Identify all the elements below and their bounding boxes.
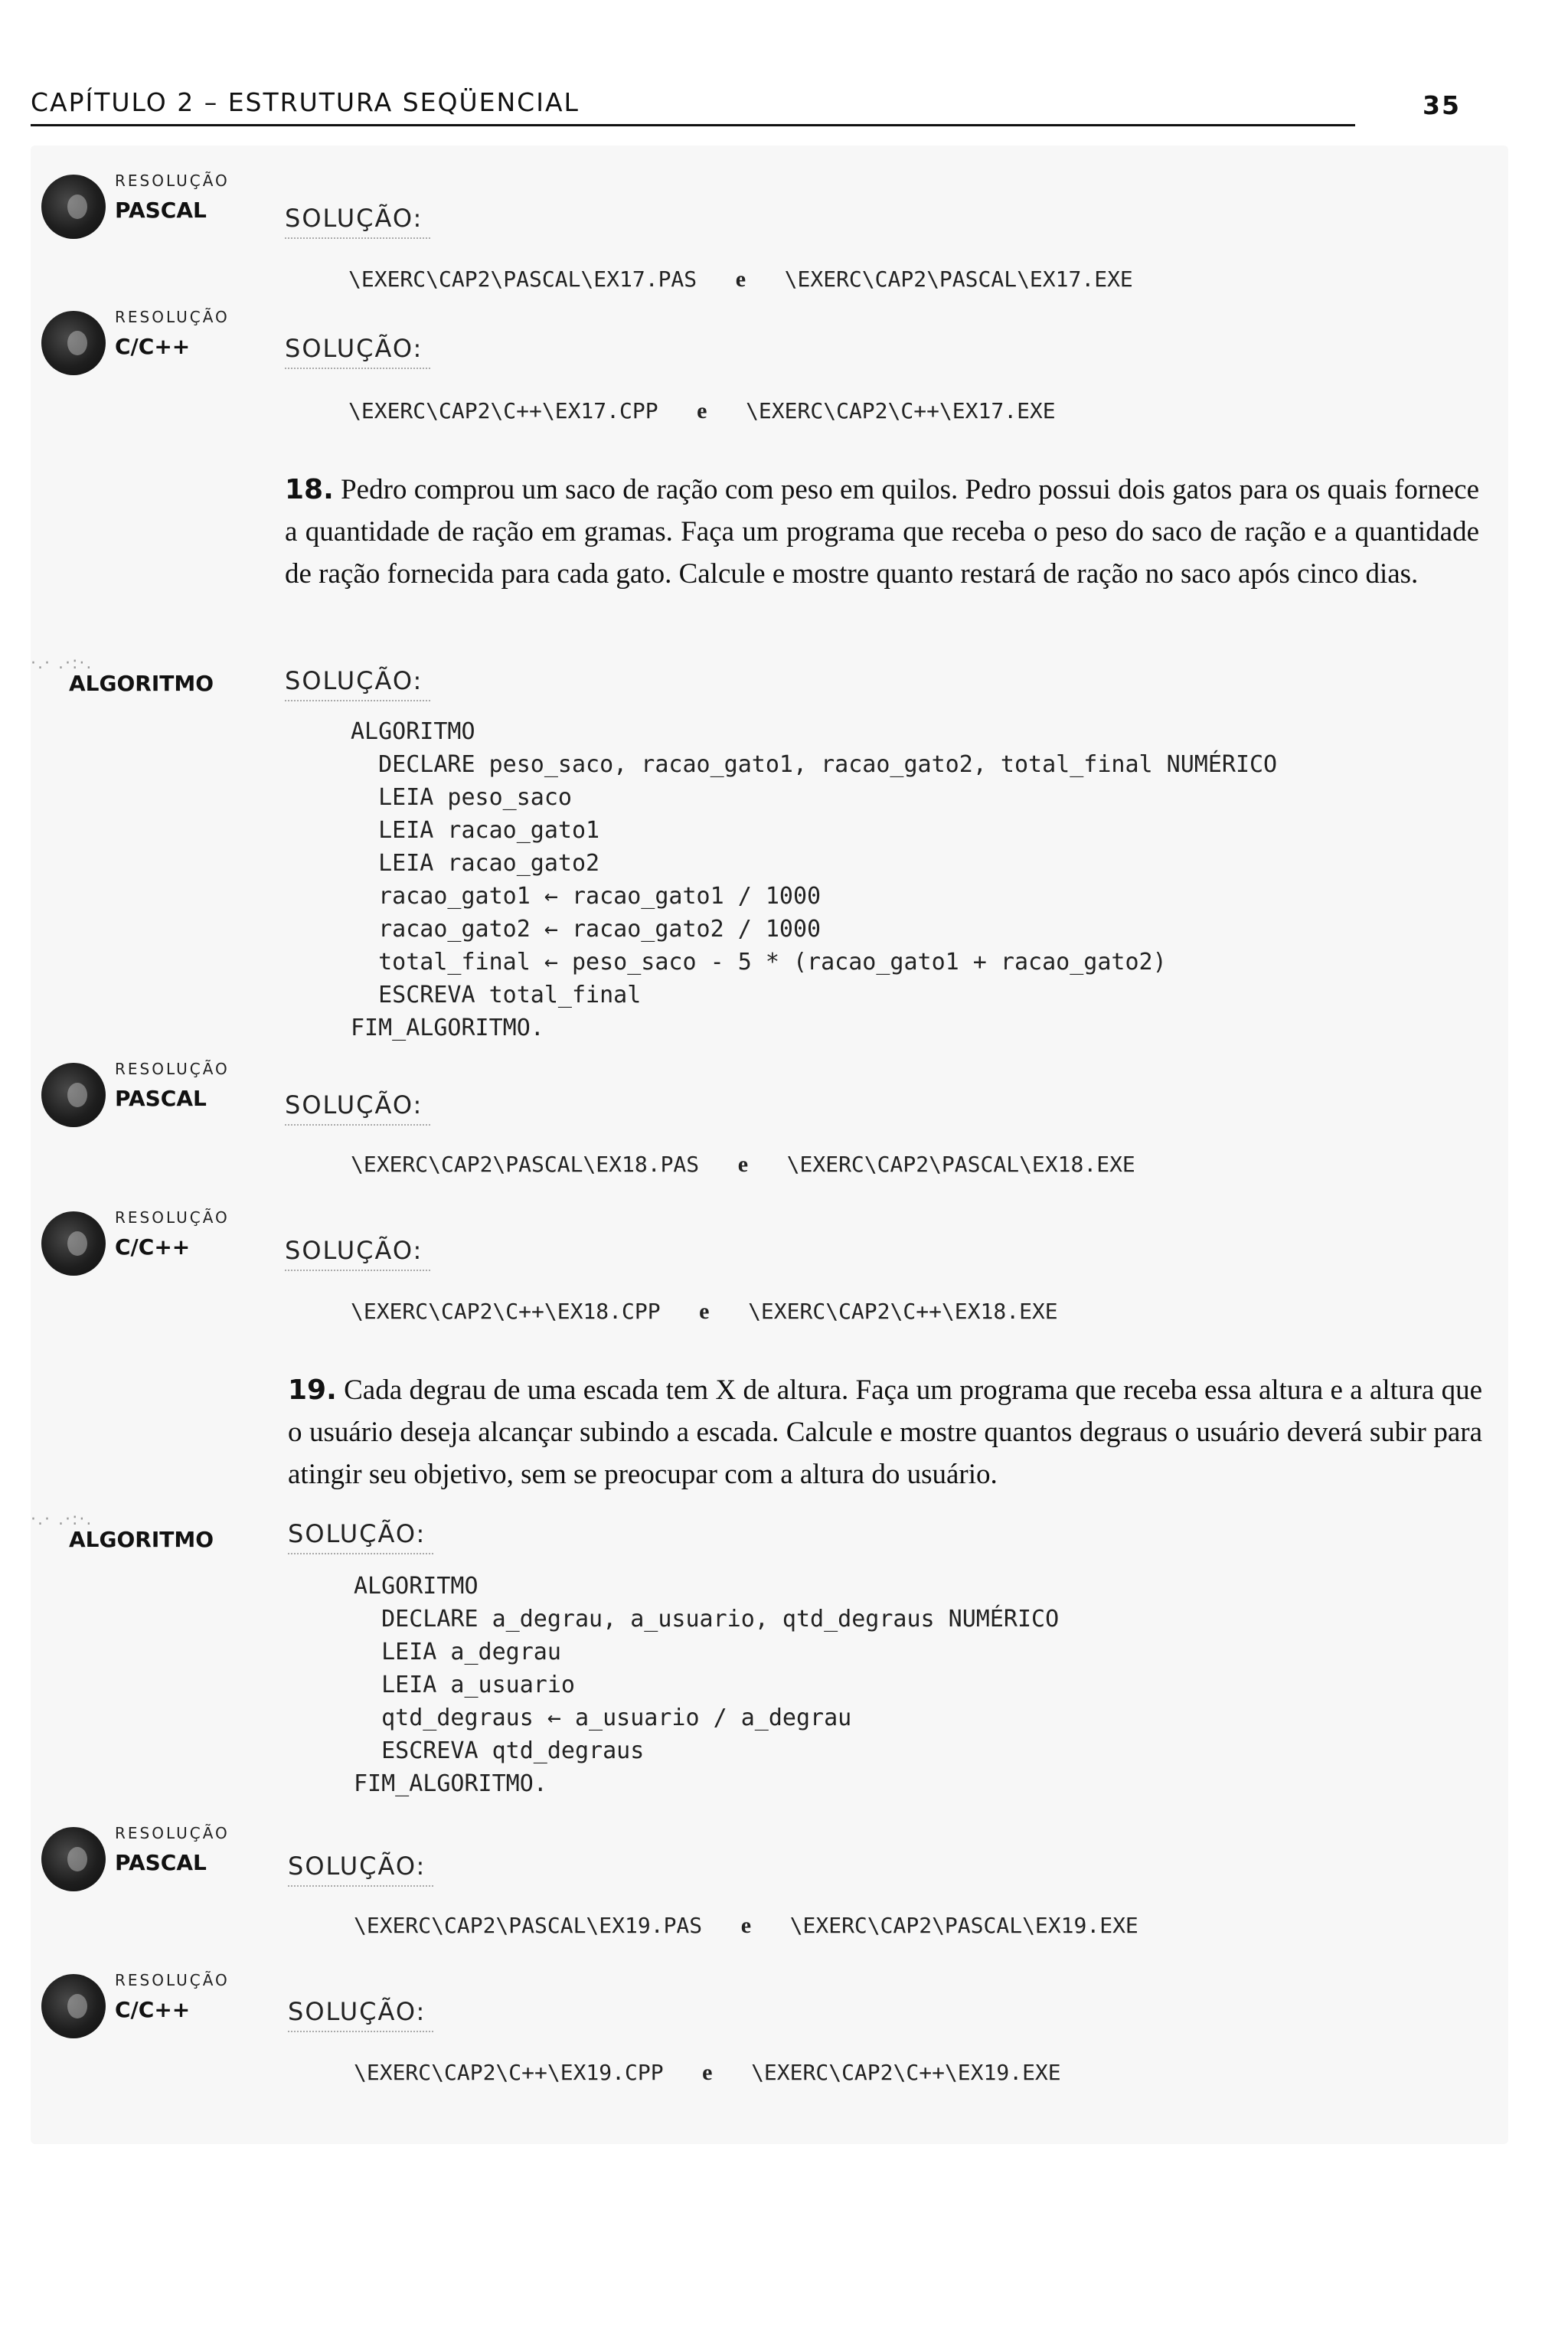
resolution-icon <box>41 175 106 239</box>
code-line: ALGORITMO <box>354 1573 479 1600</box>
resolution-icon <box>41 1827 106 1891</box>
resolution-icon <box>41 1974 106 2038</box>
file-paths <box>351 1299 1058 1325</box>
exercise-statement: Pedro comprou um saco de ração com peso em quilos. Pedro possui dois gatos para os quais fornece a quantidade de ração em gramas. Faça um programa que receba o peso do saco de ração e a quantidade de ração fornecida para cada gato. Calcule e mostre quanto restará de ração no saco após cinco dias. <box>285 474 1480 590</box>
code-line: ESCREVA total_final <box>351 982 642 1008</box>
algorithm-code-block <box>351 715 1277 1044</box>
code-line: qtd_degraus ← a_usuario / a_degrau <box>354 1705 852 1731</box>
code-line: FIM_ALGORITMO. <box>354 1770 547 1797</box>
exercise-18 <box>285 469 1479 595</box>
badge-label: RESOLUÇÃO <box>115 1208 230 1227</box>
exercise-number: 19. <box>288 1374 337 1406</box>
resolucao-pascal-badge <box>31 1815 260 1899</box>
solution-heading: SOLUÇÃO: <box>285 1090 423 1119</box>
resolucao-cpp-badge <box>31 299 260 383</box>
exercise-statement: Cada degrau de uma escada tem X de altura. Faça um programa que receba essa altura e a altura que o usuário deseja alcançar subindo a escada. Calcule e mostre quantos degraus o usuário deverá subir para atingir seu objetivo, sem se preocupar com a altura do usuário. <box>288 1374 1482 1490</box>
solution-heading: SOLUÇÃO: <box>285 1236 423 1265</box>
code-line: total_final ← peso_saco - 5 * (racao_gato1 + racao_gato2) <box>351 949 1167 976</box>
exercise-number: 18. <box>285 474 334 505</box>
badge-label: RESOLUÇÃO <box>115 308 230 326</box>
file-paths <box>348 398 1056 424</box>
conjunction: e <box>702 2060 713 2085</box>
resolution-icon <box>41 311 106 375</box>
badge-label: ALGORITMO <box>69 1527 214 1552</box>
resolucao-pascal-badge <box>31 162 260 247</box>
badge-label: RESOLUÇÃO <box>115 1060 230 1078</box>
solution-heading: SOLUÇÃO: <box>288 1852 426 1881</box>
solution-heading: SOLUÇÃO: <box>288 1519 426 1548</box>
conjunction: e <box>735 266 746 292</box>
badge-language: PASCAL <box>115 1086 207 1111</box>
code-line: racao_gato2 ← racao_gato2 / 1000 <box>351 916 822 943</box>
code-line: LEIA racao_gato2 <box>351 850 600 877</box>
exe-file: \EXERC\CAP2\PASCAL\EX19.EXE <box>789 1913 1138 1938</box>
code-line: ALGORITMO <box>351 718 475 745</box>
badge-language: PASCAL <box>115 1850 207 1875</box>
file-paths <box>348 266 1133 293</box>
chapter-title: CAPÍTULO 2 – ESTRUTURA SEQÜENCIAL <box>31 87 580 117</box>
badge-language: C/C++ <box>115 1234 191 1260</box>
source-file: \EXERC\CAP2\C++\EX19.CPP <box>354 2060 664 2085</box>
resolucao-cpp-badge <box>31 1199 260 1283</box>
code-line: DECLARE peso_saco, racao_gato1, racao_gato2, total_final NUMÉRICO <box>351 751 1278 778</box>
code-line: LEIA a_degrau <box>354 1639 561 1665</box>
exe-file: \EXERC\CAP2\PASCAL\EX17.EXE <box>784 266 1133 292</box>
source-file: \EXERC\CAP2\C++\EX17.CPP <box>348 398 658 423</box>
file-paths <box>354 2060 1061 2086</box>
decorative-dots-icon: ·.· .·:·. <box>31 654 93 673</box>
exercise-19 <box>288 1369 1482 1495</box>
file-paths <box>351 1152 1135 1178</box>
code-line: FIM_ALGORITMO. <box>351 1015 544 1041</box>
solution-heading: SOLUÇÃO: <box>288 1997 426 2026</box>
resolucao-cpp-badge <box>31 1962 260 2046</box>
source-file: \EXERC\CAP2\C++\EX18.CPP <box>351 1299 661 1324</box>
code-line: ESCREVA qtd_degraus <box>354 1737 645 1764</box>
algorithm-code-block <box>354 1570 1059 1800</box>
solution-heading: SOLUÇÃO: <box>285 334 423 363</box>
solution-heading: SOLUÇÃO: <box>285 666 423 695</box>
conjunction: e <box>699 1299 710 1324</box>
code-line: racao_gato1 ← racao_gato1 / 1000 <box>351 883 822 910</box>
conjunction: e <box>697 398 707 423</box>
exe-file: \EXERC\CAP2\C++\EX17.EXE <box>746 398 1056 423</box>
resolution-icon <box>41 1063 106 1127</box>
badge-label: RESOLUÇÃO <box>115 1824 230 1842</box>
code-line: DECLARE a_degrau, a_usuario, qtd_degraus NUMÉRICO <box>354 1606 1060 1633</box>
conjunction: e <box>740 1913 752 1938</box>
exe-file: \EXERC\CAP2\C++\EX18.EXE <box>748 1299 1058 1324</box>
decorative-dots-icon: ·.· .·:·. <box>31 1510 93 1529</box>
code-line: LEIA a_usuario <box>354 1672 575 1698</box>
exe-file: \EXERC\CAP2\PASCAL\EX18.EXE <box>786 1152 1135 1177</box>
badge-label: ALGORITMO <box>69 671 214 696</box>
conjunction: e <box>737 1152 749 1177</box>
algoritmo-badge <box>31 1510 260 1565</box>
source-file: \EXERC\CAP2\PASCAL\EX17.PAS <box>348 266 697 292</box>
source-file: \EXERC\CAP2\PASCAL\EX19.PAS <box>354 1913 703 1938</box>
resolution-icon <box>41 1211 106 1276</box>
algoritmo-badge <box>31 654 260 709</box>
code-line: LEIA peso_saco <box>351 784 572 811</box>
file-paths <box>354 1913 1138 1939</box>
page-header <box>31 83 1355 126</box>
page-number: 35 <box>1423 90 1461 120</box>
exe-file: \EXERC\CAP2\C++\EX19.EXE <box>751 2060 1061 2085</box>
source-file: \EXERC\CAP2\PASCAL\EX18.PAS <box>351 1152 700 1177</box>
code-line: LEIA racao_gato1 <box>351 817 600 844</box>
badge-language: PASCAL <box>115 198 207 223</box>
solution-heading: SOLUÇÃO: <box>285 204 423 233</box>
badge-language: C/C++ <box>115 1997 191 2022</box>
badge-label: RESOLUÇÃO <box>115 172 230 190</box>
badge-label: RESOLUÇÃO <box>115 1971 230 1989</box>
resolucao-pascal-badge <box>31 1051 260 1135</box>
badge-language: C/C++ <box>115 334 191 359</box>
